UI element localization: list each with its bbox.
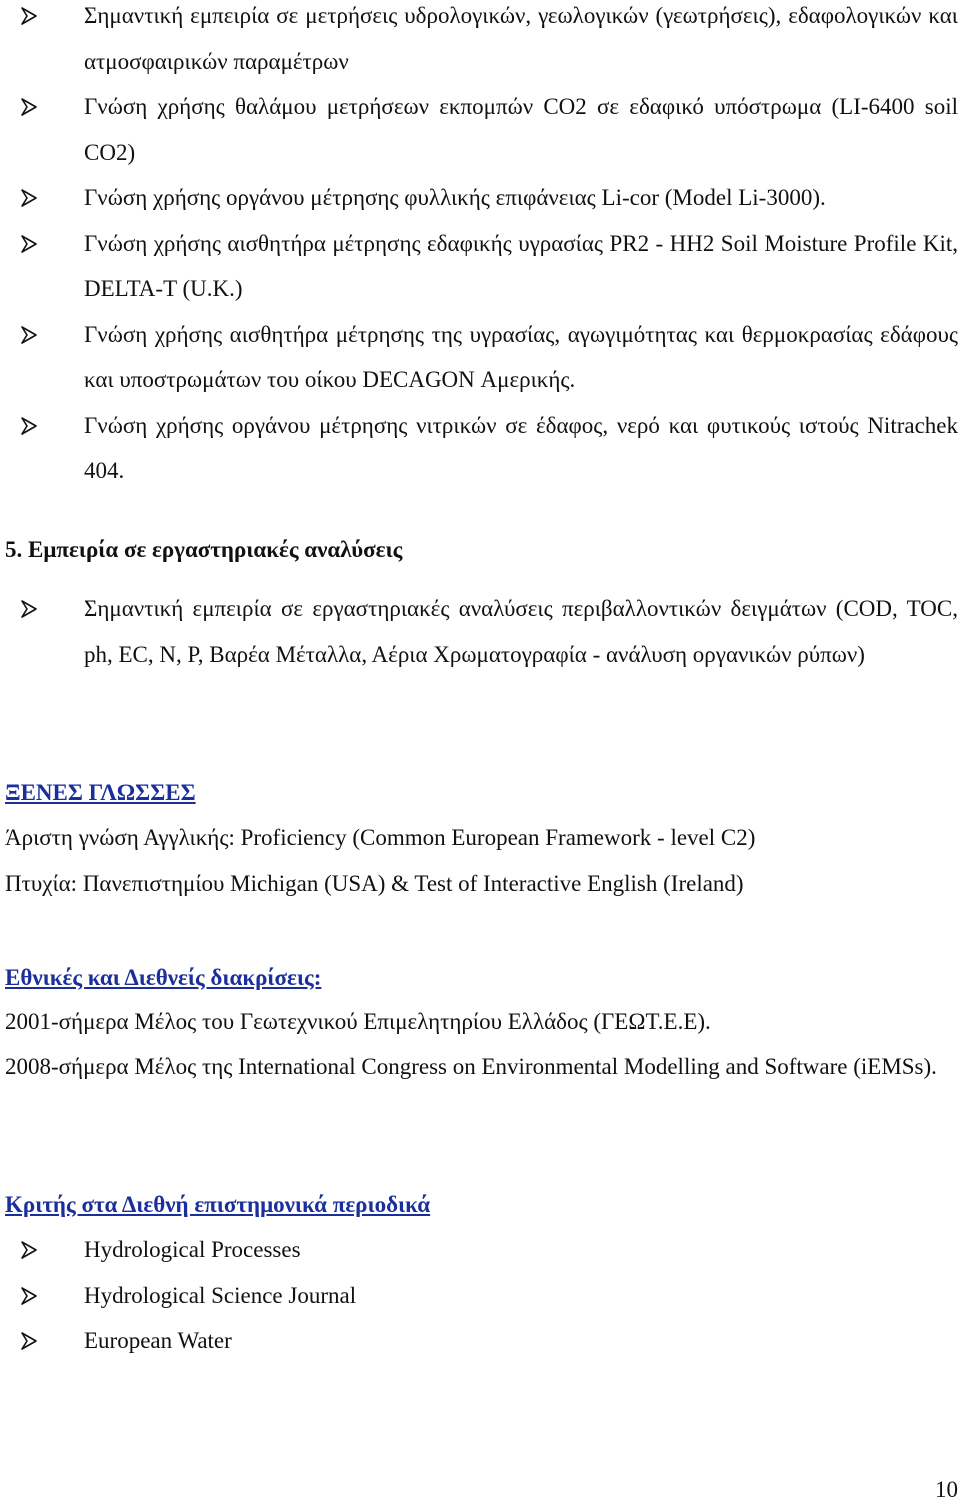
list-item	[0, 1318, 960, 1364]
list-item	[0, 1273, 960, 1319]
arrowhead-bullet-icon	[20, 326, 38, 344]
arrowhead-bullet-icon	[20, 7, 38, 25]
list-item-text: Γνώση χρήσης θαλάμου μετρήσεων εκπομπών CO2 σε εδαφικό υπόστρωμα (LI-6400 soil CO2)	[84, 94, 958, 165]
arrowhead-bullet-icon	[20, 417, 38, 435]
language-line: Πτυχία: Πανεπιστημίου Michigan (USA) & Test of Interactive English (Ireland)	[5, 871, 744, 896]
arrowhead-bullet-icon	[20, 98, 38, 116]
list-item-text: Γνώση χρήσης οργάνου μέτρησης φυλλικής επιφάνειας Li-cor (Model Li-3000).	[84, 185, 826, 210]
list-item-text: European Water	[84, 1328, 232, 1353]
arrowhead-bullet-icon	[20, 189, 38, 207]
distinction-line: 2001-σήμερα Μέλος του Γεωτεχνικού Επιμελητηρίου Ελλάδος (ΓΕΩΤ.Ε.Ε).	[5, 1009, 711, 1034]
list-item	[0, 586, 960, 677]
journals-list	[0, 1227, 960, 1364]
list-item-text: Γνώση χρήσης αισθητήρα μέτρησης της υγρασίας, αγωγιμότητας και θερμοκρασίας εδάφους και υποστρωμάτων του οίκου DECAGON Αμερικής.	[84, 321, 958, 392]
list-item	[0, 403, 960, 494]
page-number: 10	[935, 1477, 958, 1502]
list-item-text: Hydrological Processes	[84, 1237, 301, 1262]
list-item	[0, 221, 960, 312]
list-item	[0, 0, 960, 84]
list-item-text: Γνώση χρήσης οργάνου μέτρησης νιτρικών σε έδαφος, νερό και φυτικούς ιστούς Nitrachek 404.	[84, 412, 958, 483]
arrowhead-bullet-icon	[20, 1287, 38, 1305]
list-item-text: Hydrological Science Journal	[84, 1282, 357, 1308]
arrowhead-bullet-icon	[20, 600, 38, 618]
list-item	[0, 175, 960, 221]
list-item-text: Γνώση χρήσης αισθητήρα μέτρησης εδαφικής υγρασίας PR2 - HH2 Soil Moisture Profile Kit, DELTA-T (U.K.)	[84, 230, 958, 301]
language-line: Άριστη γνώση Αγγλικής: Proficiency (Common European Framework - level C2)	[5, 825, 756, 850]
list-item-text: Σημαντική εμπειρία σε μετρήσεις υδρολογικών, γεωλογικών (γεωτρήσεις), εδαφολογικών και ατμοσφαιρικών παραμέτρων	[84, 3, 958, 74]
lab-analyses-list	[0, 586, 960, 677]
section-heading-reviewer: Κριτής στα Διεθνή επιστημονικά περιοδικά	[5, 1192, 431, 1217]
list-item-text: Σημαντική εμπειρία σε εργαστηριακές αναλύσεις περιβαλλοντικών δειγμάτων (COD, TOC, ph, EC, N, P, Βαρέα Μέταλλα, Αέρια Χρωματογραφία - ανάλυση οργανικών ρύπων)	[84, 596, 958, 667]
section-heading-languages: ΞΕΝΕΣ ΓΛΩΣΣΕΣ	[5, 780, 196, 805]
arrowhead-bullet-icon	[20, 1332, 38, 1350]
section-heading-lab-analyses: 5. Εμπειρία σε εργαστηριακές αναλύσεις	[5, 537, 403, 562]
list-item	[0, 1227, 960, 1273]
arrowhead-bullet-icon	[20, 235, 38, 253]
measurement-experience-list	[0, 0, 960, 494]
arrowhead-bullet-icon	[20, 1241, 38, 1259]
section-heading-distinctions: Εθνικές και Διεθνείς διακρίσεις:	[5, 965, 322, 990]
distinction-line: 2008-σήμερα Μέλος της International Congress on Environmental Modelling and Software (iEMSs).	[5, 1054, 937, 1079]
list-item	[0, 312, 960, 403]
list-item	[0, 84, 960, 175]
